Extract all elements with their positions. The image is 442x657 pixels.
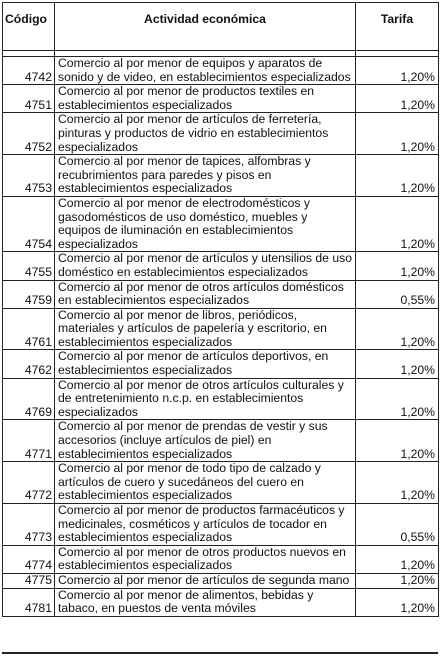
rate-cell: 1,20% (356, 85, 439, 113)
table-row (3, 504, 439, 546)
table-row (3, 378, 439, 420)
rate-cell: 1,20% (356, 57, 439, 85)
table-body (3, 51, 439, 617)
rate-cell: 1,20% (356, 155, 439, 197)
activity-cell: Comercio al por menor de todo tipo de calzado y artículos de cuero y sucedáneos del cuero en establecimientos especializados (55, 462, 356, 504)
code-cell: 4753 (3, 155, 55, 197)
activity-cell: Comercio al por menor de otros artículos domésticos en establecimientos especializados (55, 280, 356, 308)
activity-cell: Comercio al por menor de artículos y utensilios de uso doméstico en establecimientos especializados (55, 252, 356, 280)
table-row (3, 280, 439, 308)
activity-cell: Comercio al por menor de electrodomésticos y gasodomésticos de uso doméstico, muebles y equipos de iluminación en establecimientos especializados (55, 196, 356, 251)
activity-cell: Comercio al por menor de artículos de ferretería, pinturas y productos de vidrio en establecimientos especializados (55, 113, 356, 155)
table-row (3, 308, 439, 350)
table-row (3, 57, 439, 85)
code-cell: 4771 (3, 420, 55, 462)
rate-cell: 1,20% (356, 196, 439, 251)
table-row (3, 588, 439, 616)
activity-cell: Comercio al por menor de alimentos, bebidas y tabaco, en puestos de venta móviles (55, 588, 356, 616)
code-cell: 4755 (3, 252, 55, 280)
code-cell: 4742 (3, 57, 55, 85)
table-row (3, 252, 439, 280)
rate-cell: 1,20% (356, 252, 439, 280)
code-cell: 4751 (3, 85, 55, 113)
rate-cell: 1,20% (356, 462, 439, 504)
code-cell: 4759 (3, 280, 55, 308)
activity-cell: Comercio al por menor de equipos y aparatos de sonido y de video, en establecimientos especializados (55, 57, 356, 85)
code-cell: 4754 (3, 196, 55, 251)
rate-cell: 0,55% (356, 504, 439, 546)
rate-cell: 1,20% (356, 113, 439, 155)
header-activity: Actividad económica (55, 3, 356, 51)
activity-cell: Comercio al por menor de otros artículos culturales y de entretenimiento n.c.p. en establecimientos especializados (55, 378, 356, 420)
activity-cell: Comercio al por menor de tapices, alfombras y recubrimientos para paredes y pisos en establecimientos especializados (55, 155, 356, 197)
code-cell: 4773 (3, 504, 55, 546)
code-cell: 4769 (3, 378, 55, 420)
code-cell: 4781 (3, 588, 55, 616)
rate-cell: 1,20% (356, 308, 439, 350)
header-rate: Tarifa (356, 3, 439, 51)
table-row (3, 155, 439, 197)
table-row (3, 350, 439, 378)
rate-cell: 1,20% (356, 420, 439, 462)
table-row (3, 545, 439, 573)
code-cell: 4752 (3, 113, 55, 155)
activity-cell: Comercio al por menor de artículos de segunda mano (55, 573, 356, 588)
rate-cell: 1,20% (356, 378, 439, 420)
header-row (3, 3, 439, 51)
activity-cell: Comercio al por menor de otros productos nuevos en establecimientos especializados (55, 545, 356, 573)
rate-cell: 1,20% (356, 588, 439, 616)
table-row (3, 196, 439, 251)
activity-cell: Comercio al por menor de artículos deportivos, en establecimientos especializados (55, 350, 356, 378)
table-row (3, 573, 439, 588)
rate-cell: 0,55% (356, 280, 439, 308)
rate-cell: 1,20% (356, 350, 439, 378)
code-cell: 4774 (3, 545, 55, 573)
activity-cell: Comercio al por menor de libros, periódicos, materiales y artículos de papelería y escritorio, en establecimientos especializados (55, 308, 356, 350)
activity-cell: Comercio al por menor de productos farmacéuticos y medicinales, cosméticos y artículos de tocador en establecimientos especializados (55, 504, 356, 546)
tariff-table (2, 2, 439, 617)
table-row (3, 462, 439, 504)
rate-cell: 1,20% (356, 573, 439, 588)
table-row (3, 85, 439, 113)
header-code: Código (3, 3, 55, 51)
table-row (3, 113, 439, 155)
code-cell: 4761 (3, 308, 55, 350)
activity-cell: Comercio al por menor de prendas de vestir y sus accesorios (incluye artículos de piel) en establecimientos especializados (55, 420, 356, 462)
bottom-rule (2, 652, 438, 654)
rate-cell: 1,20% (356, 545, 439, 573)
table-row (3, 420, 439, 462)
code-cell: 4775 (3, 573, 55, 588)
code-cell: 4762 (3, 350, 55, 378)
activity-cell: Comercio al por menor de productos textiles en establecimientos especializados (55, 85, 356, 113)
code-cell: 4772 (3, 462, 55, 504)
